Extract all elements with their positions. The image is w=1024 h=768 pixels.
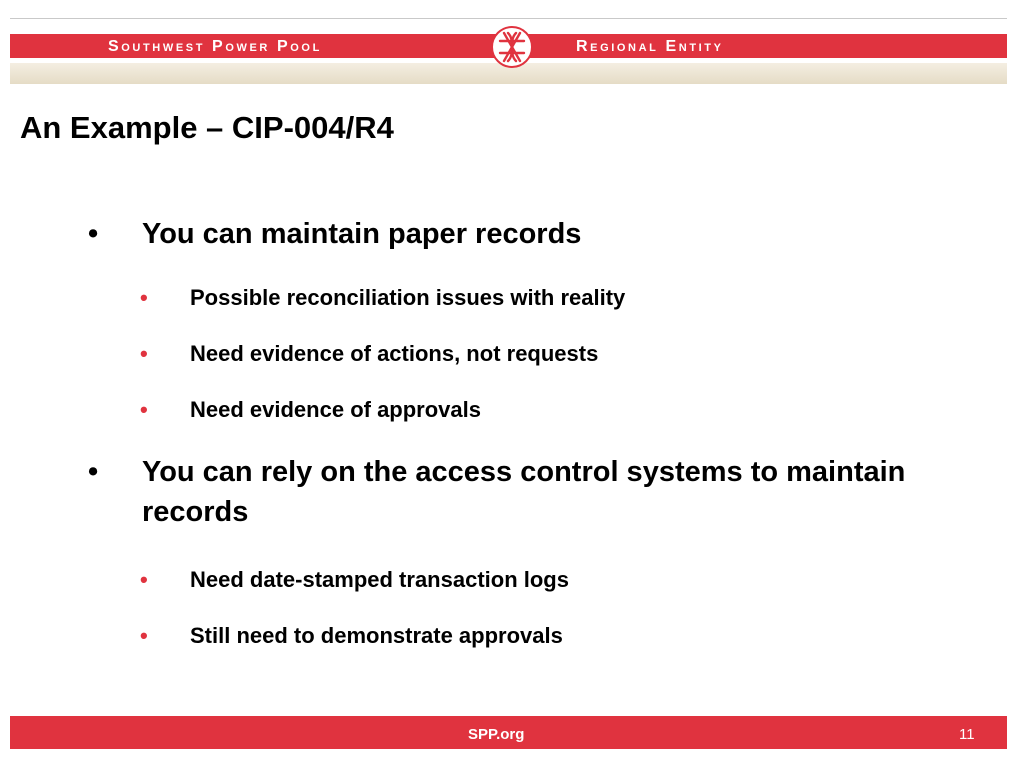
bullet-item [88, 452, 968, 532]
spp-logo-icon [490, 25, 534, 69]
footer-site-link[interactable]: SPP.org [468, 726, 525, 743]
header-entity-name: Regional Entity [576, 38, 724, 55]
bullet-item [88, 214, 968, 254]
subbullet-marker: • [140, 397, 148, 422]
subbullet-marker: • [140, 623, 148, 648]
subbullet-text: Possible reconciliation issues with reality [190, 285, 626, 310]
subbullet-marker: • [140, 567, 148, 592]
subbullet-item [140, 284, 940, 312]
subbullet-item [140, 622, 940, 650]
bullet-text: You can rely on the access control systems to maintain records [142, 456, 906, 528]
slide-page-number: 11 [959, 726, 975, 743]
top-divider [10, 18, 1007, 19]
subbullet-item [140, 340, 940, 368]
bullet-marker: • [88, 218, 99, 250]
subbullet-text: Still need to demonstrate approvals [190, 623, 563, 648]
subbullet-marker: • [140, 341, 148, 366]
subbullet-item [140, 396, 940, 424]
subbullet-text: Need date-stamped transaction logs [190, 567, 569, 592]
subbullet-text: Need evidence of actions, not requests [190, 341, 599, 366]
subbullet-item [140, 566, 940, 594]
slide-title: An Example – CIP-004/R4 [20, 110, 394, 145]
header-organization-name: Southwest Power Pool [108, 38, 322, 55]
subbullet-text: Need evidence of approvals [190, 397, 481, 422]
subbullet-marker: • [140, 285, 148, 310]
bullet-text: You can maintain paper records [142, 218, 582, 250]
bullet-marker: • [88, 456, 99, 488]
